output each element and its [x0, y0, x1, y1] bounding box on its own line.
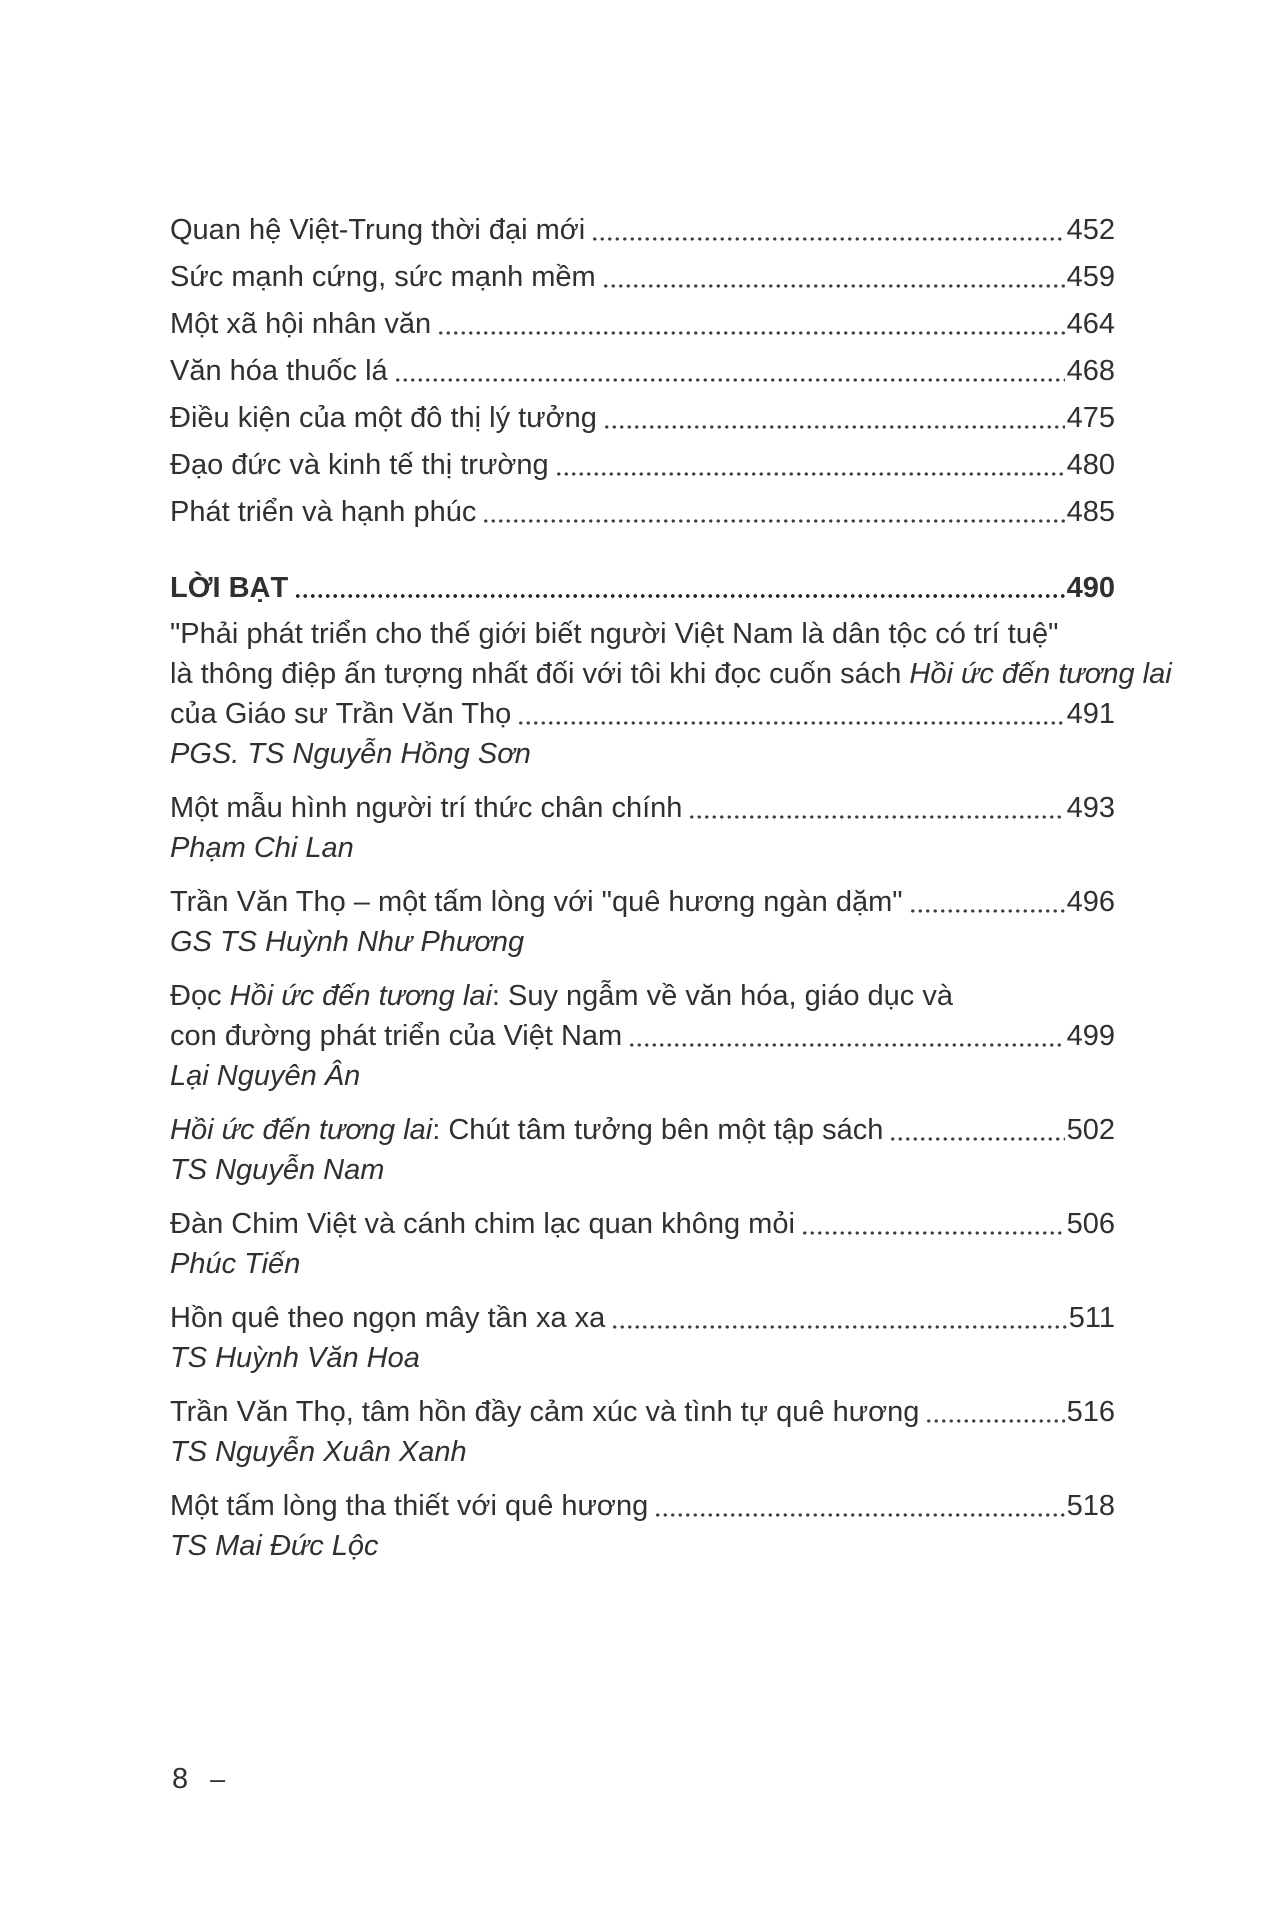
- page-number: 490: [1066, 572, 1115, 604]
- page-number: 493: [1066, 792, 1115, 824]
- author-name: TS Nguyễn Xuân Xanh: [170, 1436, 467, 1468]
- entry-title: [170, 882, 903, 922]
- entry-text: Hồn quê theo ngọn mây tần xa xa: [170, 1302, 606, 1334]
- dot-leader: [925, 1418, 1064, 1424]
- toc-entry: [170, 788, 1115, 868]
- dot-leader: [801, 1230, 1065, 1236]
- entry-title: [170, 694, 511, 734]
- author-name: TS Huỳnh Văn Hoa: [170, 1342, 420, 1374]
- entry-text: : Chút tâm tưởng bên một tập sách: [432, 1114, 884, 1146]
- toc-row: [170, 1204, 1115, 1244]
- dot-leader: [654, 1512, 1064, 1518]
- author-name: Lại Nguyên Ân: [170, 1060, 361, 1092]
- toc-page: [170, 210, 1172, 1580]
- page-number: 499: [1066, 1020, 1115, 1052]
- author-name: TS Mai Đức Lộc: [170, 1530, 379, 1562]
- footer-dash: –: [210, 1764, 226, 1794]
- toc-row: [170, 445, 1115, 485]
- page-number: 506: [1066, 1208, 1115, 1240]
- entry-text: của Giáo sư Trần Văn Thọ: [170, 698, 512, 730]
- toc-row: [170, 1486, 1115, 1526]
- page-number: 491: [1066, 698, 1115, 730]
- entry-text: là thông điệp ấn tượng nhất đối với tôi khi đọc cuốn sách: [170, 658, 910, 690]
- entry-text: con đường phát triển của Việt Nam: [170, 1020, 623, 1052]
- dot-leader: [688, 814, 1064, 820]
- author-name: Phúc Tiến: [170, 1248, 301, 1280]
- page-number: 464: [1066, 308, 1115, 340]
- toc-row: [170, 257, 1115, 297]
- dot-leader: [482, 518, 1064, 524]
- entry-title: [170, 788, 682, 828]
- page-number: 459: [1066, 261, 1115, 293]
- dot-leader: [628, 1042, 1064, 1048]
- page-number: 516: [1066, 1396, 1115, 1428]
- toc-row: [170, 1298, 1115, 1338]
- footer-page-number: 8: [172, 1763, 189, 1795]
- entry-text: Trần Văn Thọ – một tấm lòng với "quê hương ngàn dặm": [170, 886, 903, 918]
- section-heading-label: LỜI BẠT: [170, 572, 289, 604]
- toc-row: [170, 694, 1115, 734]
- toc-row: [170, 1392, 1115, 1432]
- entry-title: Sức mạnh cứng, sức mạnh mềm: [170, 261, 596, 293]
- toc-row: [170, 882, 1115, 922]
- toc-row: [170, 304, 1115, 344]
- dot-leader: [394, 377, 1065, 383]
- book-title-italic: Hồi ức đến tương lai: [909, 658, 1172, 690]
- toc-review-list: [170, 614, 1172, 1566]
- toc-row: [170, 398, 1115, 438]
- entry-title: [170, 1110, 883, 1150]
- entry-title: [170, 1298, 605, 1338]
- entry-title: Đạo đức và kinh tế thị trường: [170, 449, 549, 481]
- author-name: GS TS Huỳnh Như Phương: [170, 926, 525, 958]
- entry-title: Phát triển và hạnh phúc: [170, 496, 477, 528]
- entry-text: Một mẫu hình người trí thức chân chính: [170, 792, 683, 824]
- entry-line: [170, 654, 1172, 694]
- entry-line: [170, 976, 1115, 1016]
- page-number: 475: [1066, 402, 1115, 434]
- toc-row: [170, 788, 1115, 828]
- book-title-italic: Hồi ức đến tương lai: [170, 1114, 433, 1146]
- dot-leader: [517, 720, 1064, 726]
- book-title-italic: Hồi ức đến tương lai: [229, 980, 492, 1012]
- page-number: 496: [1066, 886, 1115, 918]
- entry-title: Quan hệ Việt-Trung thời đại mới: [170, 214, 586, 246]
- page-number: 511: [1068, 1302, 1115, 1334]
- page-number: 502: [1066, 1114, 1115, 1146]
- toc-row: [170, 351, 1115, 391]
- dot-leader: [555, 471, 1065, 477]
- toc-entry: [170, 976, 1115, 1096]
- dot-leader: [294, 593, 1064, 599]
- toc-entry: [170, 1110, 1115, 1190]
- entry-text: Đàn Chim Việt và cánh chim lạc quan không mỏi: [170, 1208, 795, 1240]
- entry-text: Đọc: [170, 980, 230, 1012]
- entry-text: "Phải phát triển cho thế giới biết người Việt Nam là dân tộc có trí tuệ": [170, 618, 1059, 650]
- entry-title: Một xã hội nhân văn: [170, 308, 432, 340]
- toc-simple-list: [170, 210, 1115, 532]
- entry-title: [170, 1486, 648, 1526]
- page-number: 468: [1066, 355, 1115, 387]
- page-number: 485: [1066, 496, 1115, 528]
- toc-entry: [170, 1486, 1115, 1566]
- dot-leader: [611, 1324, 1066, 1330]
- author-name: Phạm Chi Lan: [170, 832, 354, 864]
- toc-entry: [170, 1392, 1115, 1472]
- entry-title: [170, 1204, 795, 1244]
- toc-row: [170, 492, 1115, 532]
- toc-entry: [170, 1298, 1115, 1378]
- dot-leader: [602, 283, 1065, 289]
- author-name: TS Nguyễn Nam: [170, 1154, 385, 1186]
- dot-leader: [437, 330, 1064, 336]
- toc-row: [170, 1016, 1115, 1056]
- page-number: 452: [1066, 214, 1115, 246]
- entry-title: [170, 1392, 919, 1432]
- section-heading-row: [170, 568, 1115, 608]
- entry-title: [170, 1016, 622, 1056]
- toc-row: [170, 1110, 1115, 1150]
- dot-leader: [603, 424, 1065, 430]
- entry-title: Điều kiện của một đô thị lý tưởng: [170, 402, 597, 434]
- toc-row: [170, 210, 1115, 250]
- page-number: 518: [1066, 1490, 1115, 1522]
- page-number: 480: [1066, 449, 1115, 481]
- dot-leader: [909, 908, 1065, 914]
- dot-leader: [591, 236, 1064, 242]
- entry-text: Một tấm lòng tha thiết với quê hương: [170, 1490, 649, 1522]
- entry-line: [170, 614, 1115, 654]
- toc-entry: [170, 1204, 1115, 1284]
- entry-text: : Suy ngẫm về văn hóa, giáo dục và: [491, 980, 953, 1012]
- entry-text: Trần Văn Thọ, tâm hồn đầy cảm xúc và tình tự quê hương: [170, 1396, 920, 1428]
- entry-title: Văn hóa thuốc lá: [170, 355, 388, 387]
- author-name: PGS. TS Nguyễn Hồng Sơn: [170, 738, 531, 770]
- dot-leader: [889, 1136, 1064, 1142]
- toc-entry: [170, 882, 1115, 962]
- toc-entry: [170, 614, 1172, 774]
- page-footer: [172, 1759, 225, 1799]
